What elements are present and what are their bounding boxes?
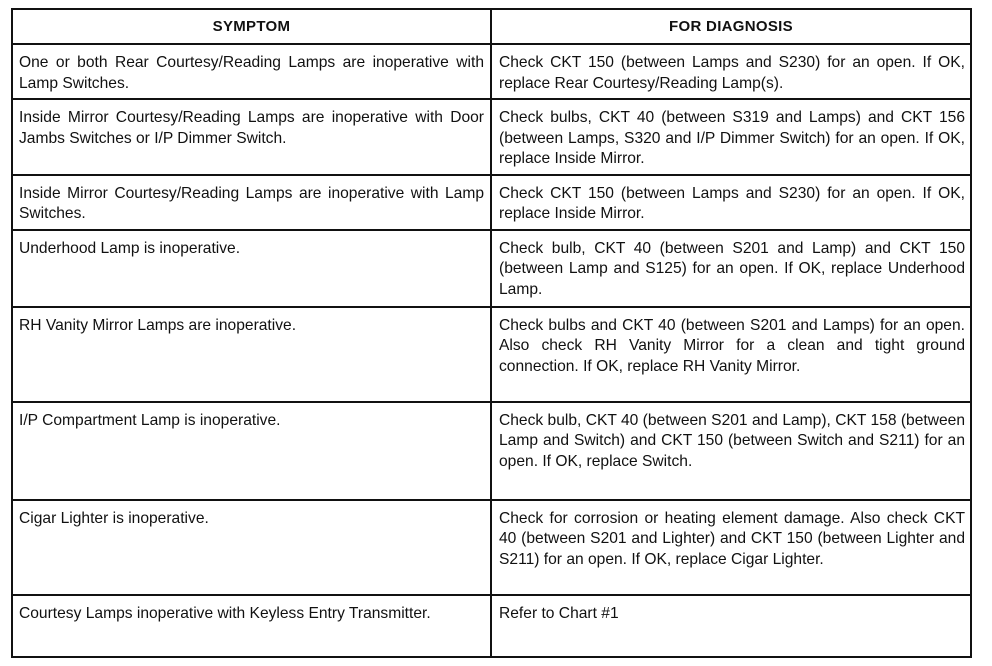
table-row: [13, 307, 970, 402]
diagnosis-cell: Check bulb, CKT 40 (between S201 and Lamp), CKT 158 (between Lamp and Switch) and CKT 150 (between Switch and S211) for an open. If OK, replace Switch.: [491, 402, 970, 500]
symptom-cell: Courtesy Lamps inoperative with Keyless Entry Transmitter.: [13, 595, 491, 657]
diagnosis-cell: Check for corrosion or heating element damage. Also check CKT 40 (between S201 and Lighter) and CKT 150 (between Lighter and S211) for an open. If OK, replace Cigar Lighter.: [491, 500, 970, 595]
symptom-cell: Cigar Lighter is inoperative.: [13, 500, 491, 595]
diagnosis-cell: Check bulbs, CKT 40 (between S319 and Lamps) and CKT 156 (between Lamps, S320 and I/P Dimmer Switch) for an open. If OK, replace Inside Mirror.: [491, 99, 970, 175]
table-row: [13, 500, 970, 595]
table-row: [13, 230, 970, 307]
table-row: [13, 99, 970, 175]
diagnosis-cell: Check bulbs and CKT 40 (between S201 and Lamps) for an open. Also check RH Vanity Mirror for a clean and tight ground connection. If OK, replace RH Vanity Mirror.: [491, 307, 970, 402]
symptom-cell: I/P Compartment Lamp is inoperative.: [13, 402, 491, 500]
symptom-cell: Inside Mirror Courtesy/Reading Lamps are inoperative with Door Jambs Switches or I/P Dimmer Switch.: [13, 99, 491, 175]
diagnosis-cell: Check bulb, CKT 40 (between S201 and Lamp) and CKT 150 (between Lamp and S125) for an open. If OK, replace Underhood Lamp.: [491, 230, 970, 307]
diagnosis-table-frame: [11, 8, 972, 658]
table-row: [13, 44, 970, 99]
diagnosis-column-header: FOR DIAGNOSIS: [491, 10, 970, 44]
symptom-cell: One or both Rear Courtesy/Reading Lamps are inoperative with Lamp Switches.: [13, 44, 491, 99]
table-header-row: [13, 10, 970, 44]
diagnosis-cell: Check CKT 150 (between Lamps and S230) for an open. If OK, replace Rear Courtesy/Reading Lamp(s).: [491, 44, 970, 99]
table-row: [13, 175, 970, 230]
symptom-cell: Underhood Lamp is inoperative.: [13, 230, 491, 307]
diagnosis-table: [13, 10, 970, 656]
symptom-column-header: SYMPTOM: [13, 10, 491, 44]
table-row: [13, 595, 970, 657]
diagnosis-cell: Check CKT 150 (between Lamps and S230) for an open. If OK, replace Inside Mirror.: [491, 175, 970, 230]
symptom-cell: Inside Mirror Courtesy/Reading Lamps are inoperative with Lamp Switches.: [13, 175, 491, 230]
symptom-cell: RH Vanity Mirror Lamps are inoperative.: [13, 307, 491, 402]
diagnosis-cell: Refer to Chart #1: [491, 595, 970, 657]
table-row: [13, 402, 970, 500]
